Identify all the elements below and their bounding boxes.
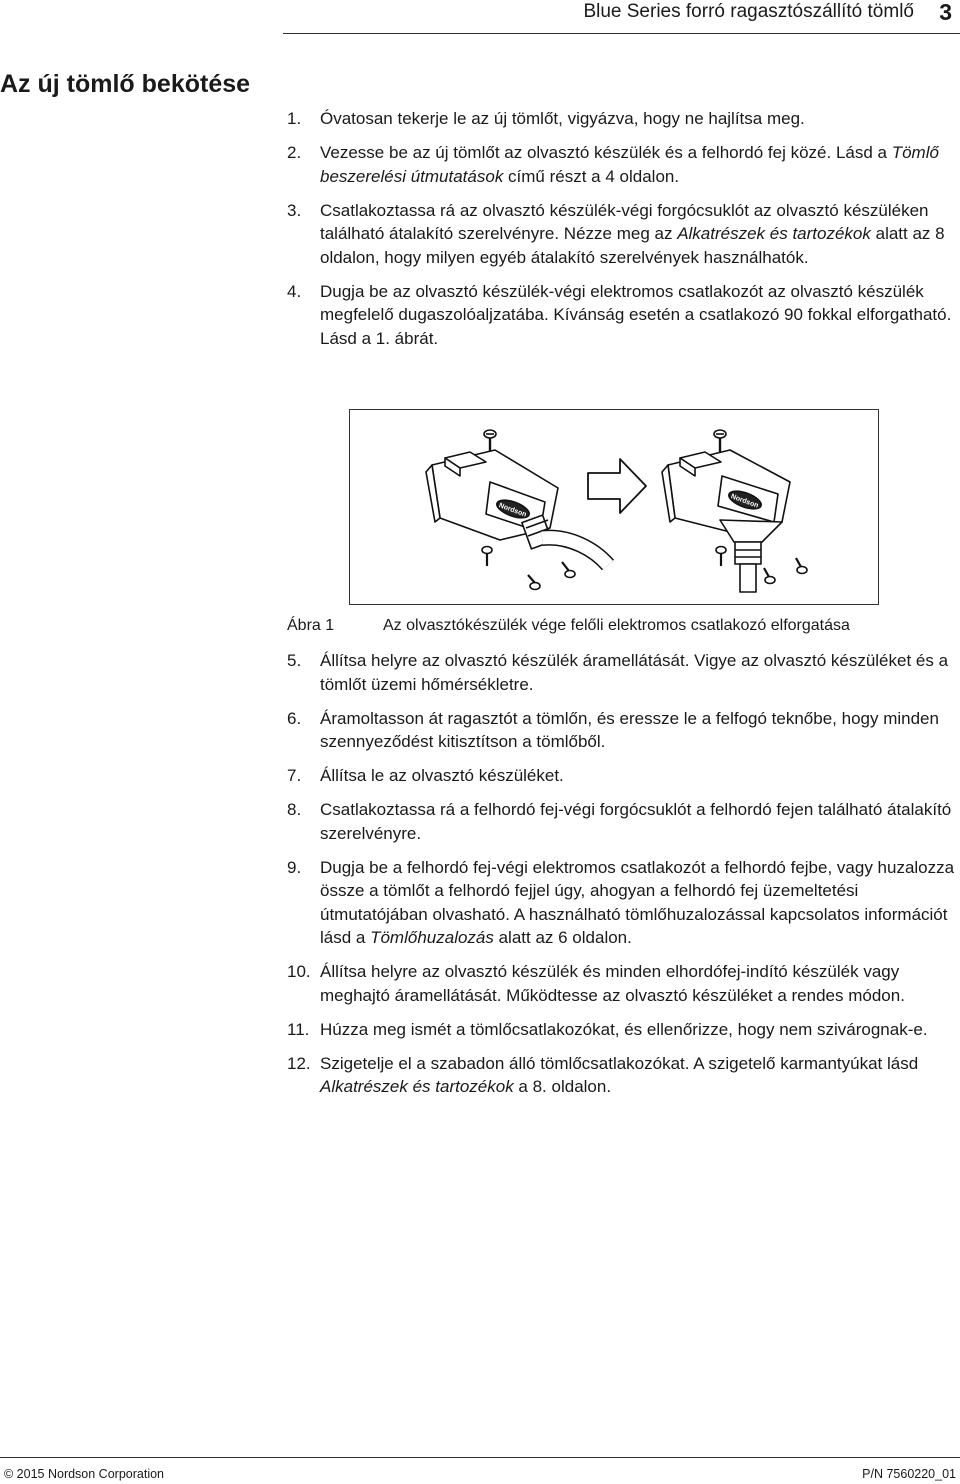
step-text: alatt az 8 oldalon, hogy milyen egyéb átalakító szerelvények használhatók. — [320, 224, 945, 267]
step-text: a 8. oldalon. — [513, 1077, 612, 1096]
connector-original-icon — [426, 430, 608, 590]
step-item — [287, 141, 959, 188]
step-text: Dugja be az olvasztó készülék-végi elektromos csatlakozót az olvasztó készülék megfelelő dugaszolóaljzatába. Kívánság esetén a csatlakozó 90 fokkal elforgatható. Lásd a 1. ábrát. — [320, 281, 952, 348]
step-text: Csatlakoztassa rá az olvasztó készülék-végi forgócsuklót az olvasztó készüléken található átalakító szerelvényre. Nézze meg az — [320, 200, 929, 243]
step-number: 3. — [287, 200, 302, 220]
step-number: 7. — [287, 766, 302, 785]
screw-icon — [764, 568, 775, 584]
step-text: Óvatosan tekerje le az új tömlőt, vigyázva, hogy ne hajlítsa meg. — [320, 109, 805, 128]
step-item — [287, 107, 959, 131]
step-number: 11. — [287, 1019, 310, 1039]
running-header-title: Blue Series forró ragasztószállító tömlő — [583, 1, 914, 22]
step-text: Vezesse be az új tömlőt az olvasztó készülék és a felhordó fej közé. Lásd a — [320, 143, 892, 162]
copyright-notice: © 2015 Nordson Corporation — [4, 1467, 164, 1481]
step-text: Állítsa helyre az olvasztó készülék és minden elhordófej-indító készülék vagy meghajtó áramellátását. Működtesse az olvasztó készüléket a rendes módon. — [320, 962, 905, 1005]
step-reference: Tömlő beszerelési útmutatások — [320, 143, 939, 186]
step-number: 1. — [287, 109, 302, 128]
figure-caption: Az olvasztókészülék vége felőli elektromos csatlakozó elforgatása — [383, 617, 850, 634]
step-item — [287, 764, 959, 788]
steps-list-part-1 — [287, 107, 959, 361]
step-text: Dugja be a felhordó fej-végi elektromos csatlakozót a felhordó fejbe, vagy huzalozza össze a tömlőt a felhordó fejjel úgy, ahogyan a felhordó fej üzemeltetési útmutatójában olvasható. A használható tömlőhuzalozással kapcsolatos információt lásd a — [320, 857, 955, 947]
step-item — [287, 1018, 959, 1042]
figure-connector-rotation — [349, 409, 879, 605]
step-item — [287, 1052, 959, 1099]
brand-mark: Nordson — [729, 493, 760, 510]
screw-icon — [716, 547, 726, 567]
section-title: Az új tömlő bekötése — [0, 70, 251, 98]
rotation-arrow-icon — [588, 459, 646, 513]
step-reference: Alkatrészek és tartozékok — [320, 1077, 514, 1096]
screw-icon — [562, 562, 575, 578]
step-text: Csatlakoztassa rá a felhordó fej-végi forgócsuklót a felhordó fejen található átalakító szerelvényre. — [320, 800, 952, 843]
step-text: Állítsa helyre az olvasztó készülék áramellátását. Vigye az olvasztó készüléket és a tömlőt üzemi hőmérsékletre. — [320, 651, 949, 694]
connector-illustration — [350, 410, 877, 603]
step-item — [287, 649, 959, 696]
step-item — [287, 960, 959, 1007]
step-item — [287, 280, 959, 351]
step-number: 12. — [287, 1053, 311, 1073]
screw-icon — [482, 547, 492, 567]
step-number: 6. — [287, 708, 302, 728]
step-number: 4. — [287, 281, 302, 301]
screw-icon — [796, 558, 807, 574]
step-reference: Alkatrészek és tartozékok — [677, 224, 871, 243]
step-item — [287, 856, 959, 950]
figure-label: Ábra 1 — [287, 617, 335, 634]
step-text: alatt az 6 oldalon. — [493, 928, 632, 947]
step-text: Áramoltasson át ragasztót a tömlőn, és eressze le a felfogó teknőbe, hogy minden szennyeződést kitisztítson a tömlőből. — [320, 708, 939, 751]
header-divider — [283, 33, 960, 34]
screw-icon — [528, 575, 540, 590]
step-number: 2. — [287, 143, 302, 162]
step-item — [287, 707, 959, 754]
step-number: 5. — [287, 651, 302, 670]
step-reference: Tömlőhuzalozás — [370, 928, 494, 947]
connector-rotated-icon — [662, 430, 807, 592]
page-number: 3 — [939, 0, 952, 25]
step-text: című részt a 4 oldalon. — [503, 166, 680, 186]
footer-divider — [0, 1457, 960, 1458]
step-text: Húzza meg ismét a tömlőcsatlakozókat, és ellenőrizze, hogy nem szivárognak-e. — [320, 1019, 928, 1039]
step-number: 9. — [287, 857, 302, 877]
step-item — [287, 199, 959, 270]
step-item — [287, 798, 959, 845]
brand-mark: Nordson — [497, 502, 528, 519]
step-text: Állítsa le az olvasztó készüléket. — [320, 766, 564, 785]
step-number: 8. — [287, 800, 302, 819]
step-text: Szigetelje el a szabadon álló tömlőcsatlakozókat. A szigetelő karmantyúkat lásd — [320, 1053, 919, 1073]
step-number: 10. — [287, 962, 311, 981]
steps-list-part-2 — [287, 649, 959, 1109]
part-number: P/N 7560220_01 — [862, 1467, 956, 1481]
